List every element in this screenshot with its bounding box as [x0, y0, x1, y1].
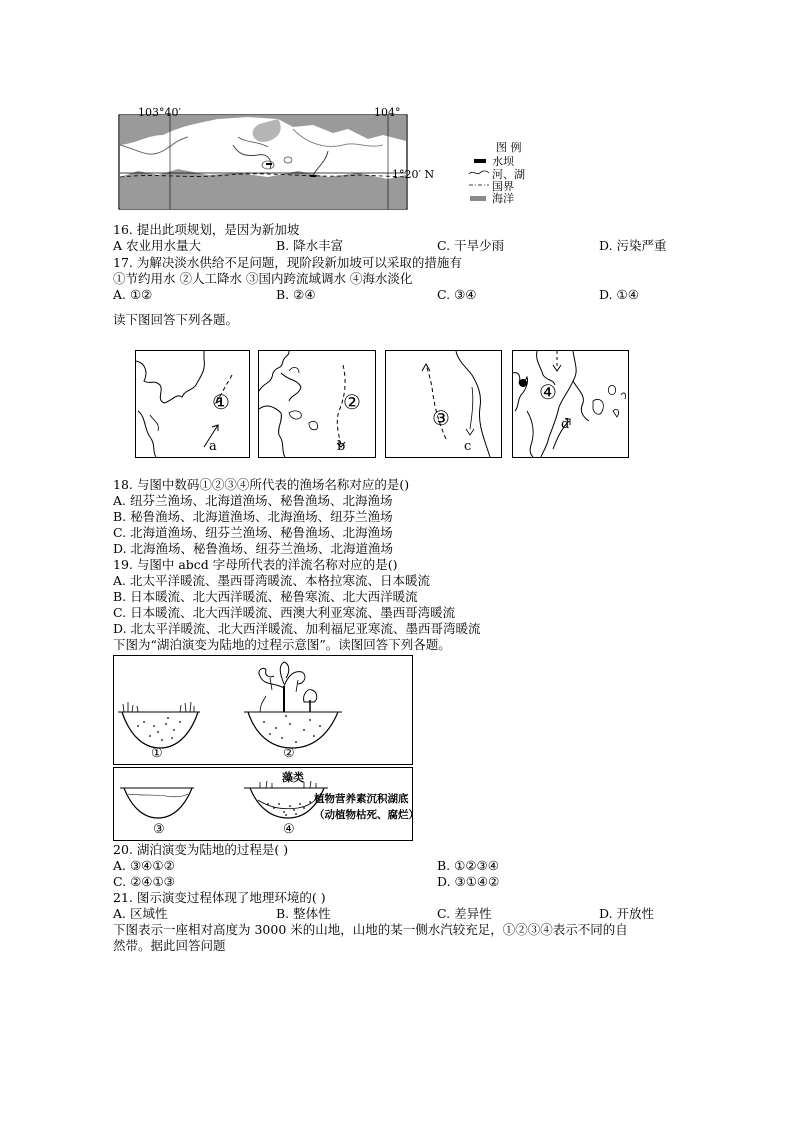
border-legend-icon	[468, 180, 490, 190]
intro-mountain-line-2: 然带。据此回答问题	[113, 938, 226, 953]
q17-option-b[interactable]: B. ②④	[276, 287, 316, 302]
question-16-stem: 16. 提出此项规划，是因为新加坡	[113, 222, 300, 237]
q21-option-d[interactable]: D. 开放性	[599, 906, 655, 921]
fishery-label-3: ③	[432, 406, 450, 430]
lake-figure-top	[113, 655, 413, 765]
q19-option-d[interactable]: D. 北太平洋暖流、北大西洋暖流、加利福尼亚寒流、墨西哥湾暖流	[113, 621, 481, 636]
q18-option-d[interactable]: D. 北海渔场、秘鲁渔场、纽芬兰渔场、北海道渔场	[113, 541, 394, 556]
map-legend	[468, 140, 568, 210]
fishery-panel-3	[385, 350, 502, 458]
question-18-stem: 18. 与图中数码①②③④所代表的渔场名称对应的是()	[113, 477, 410, 492]
q20-option-d[interactable]: D. ③①④②	[437, 874, 500, 889]
map-lon-left-label: 103°40′	[138, 106, 181, 119]
intro-fishery: 读下图回答下列各题。	[113, 312, 239, 327]
q17-option-a[interactable]: A. ①②	[113, 287, 153, 302]
algae-label: 藻类	[282, 771, 304, 784]
intro-mountain-line-1: 下图表示一座相对高度为 3000 米的山地，山地的某一侧水汽较充足，①②③④表示不同的自	[113, 922, 628, 937]
lake-figure-bottom	[113, 767, 419, 841]
legend-border: 国界	[492, 180, 514, 193]
question-19-stem: 19. 与图中 abcd 字母所代表的洋流名称对应的是()	[113, 557, 398, 572]
current-label-a: a	[209, 439, 217, 454]
q21-option-a[interactable]: A. 区域性	[113, 906, 168, 921]
q20-option-a[interactable]: A. ③④①②	[113, 858, 175, 873]
fishery-panel-1	[135, 350, 250, 458]
map-lon-right-label: 104°	[374, 106, 401, 119]
fishery-label-1: ①	[212, 390, 230, 414]
lake-label-4: ④	[283, 822, 295, 837]
legend-river-lake: 河、湖	[492, 168, 525, 181]
question-17-stem: 17. 为解决淡水供给不足问题，现阶段新加坡可以采取的措施有	[113, 255, 462, 270]
q19-option-a[interactable]: A. 北太平洋暖流、墨西哥湾暖流、本格拉寒流、日本暖流	[113, 573, 430, 588]
singapore-map	[118, 105, 408, 210]
question-20-stem: 20. 湖泊演变为陆地的过程是( )	[113, 842, 289, 857]
q18-option-c[interactable]: C. 北海道渔场、纽芬兰渔场、秘鲁渔场、北海渔场	[113, 525, 393, 540]
q19-option-c[interactable]: C. 日本暖流、北大西洋暖流、西澳大利亚寒流、墨西哥湾暖流	[113, 605, 456, 620]
q21-option-b[interactable]: B. 整体性	[276, 906, 331, 921]
fishery-panel-1-graphic	[136, 351, 249, 457]
intro-lake: 下图为“湖泊演变为陆地的过程示意图”。读图回答下列各题。	[113, 637, 451, 652]
q16-option-a[interactable]: A 农业用水量大	[113, 238, 202, 253]
q18-option-b[interactable]: B. 秘鲁渔场、北海道渔场、北海渔场、纽芬兰渔场	[113, 509, 393, 524]
question-21-stem: 21. 图示演变过程体现了地理环境的( )	[113, 890, 326, 905]
map-lat-label: 1°20′ N	[392, 168, 435, 181]
fishery-label-2: ②	[343, 390, 361, 414]
singapore-map-graphic	[118, 105, 408, 210]
fishery-panel-4-graphic	[513, 351, 628, 457]
q17-option-c[interactable]: C. ③④	[437, 287, 477, 302]
legend-dam: 水坝	[492, 155, 514, 168]
q16-option-b[interactable]: B. 降水丰富	[276, 238, 344, 253]
lake-label-1: ①	[151, 746, 163, 761]
dam-legend-icon	[474, 159, 486, 163]
lake-label-3: ③	[153, 822, 165, 837]
current-label-b: b	[337, 439, 346, 454]
fishery-panel-2	[258, 350, 376, 458]
q17-measures: ①节约用水 ②人工降水 ③国内跨流域调水 ④海水淡化	[113, 271, 413, 286]
legend-ocean: 海洋	[492, 192, 514, 205]
q16-option-c[interactable]: C. 干旱少雨	[437, 238, 505, 253]
q17-option-d[interactable]: D. ①④	[599, 287, 639, 302]
nutrient-note-line-1: 植物营养素沉积湖底	[314, 793, 409, 805]
q18-option-a[interactable]: A. 纽芬兰渔场、北海道渔场、秘鲁渔场、北海渔场	[113, 493, 393, 508]
fishery-panel-3-graphic	[386, 351, 501, 457]
q21-option-c[interactable]: C. 差异性	[437, 906, 492, 921]
ocean-legend-icon	[470, 196, 486, 201]
current-label-c: c	[464, 439, 472, 454]
q20-option-b[interactable]: B. ①②③④	[437, 858, 499, 873]
nutrient-note-line-2: （动植物枯死、腐烂）	[314, 809, 419, 821]
lake-label-2: ②	[283, 746, 295, 761]
fishery-label-4: ④	[539, 380, 557, 404]
legend-title: 图 例	[496, 141, 522, 154]
river-legend-icon	[468, 168, 490, 178]
q20-option-c[interactable]: C. ②④①③	[113, 874, 175, 889]
current-label-d: d	[561, 417, 570, 432]
fishery-panel-4	[512, 350, 629, 458]
q16-option-d[interactable]: D. 污染严重	[599, 238, 667, 253]
q19-option-b[interactable]: B. 日本暖流、北大西洋暖流、秘鲁寒流、北大西洋暖流	[113, 589, 418, 604]
